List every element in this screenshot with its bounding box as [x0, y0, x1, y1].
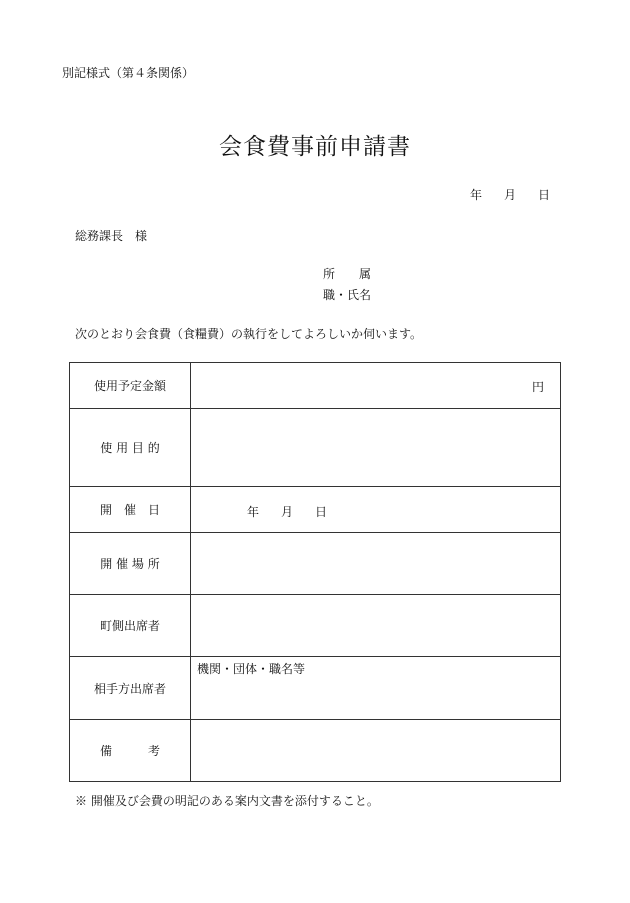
- event-date-units: 年 月 日: [247, 505, 328, 519]
- remarks-label: 備 考: [70, 720, 191, 782]
- form-reference: 別記様式（第４条関係）: [62, 66, 195, 80]
- date-month-label: 月: [504, 188, 517, 202]
- amount-label: 使用予定金額: [70, 363, 191, 409]
- application-table: [69, 362, 561, 782]
- remarks-field[interactable]: [191, 720, 561, 782]
- amount-field[interactable]: [191, 363, 561, 409]
- counterpart-attendees-field[interactable]: [191, 657, 561, 720]
- table-row: [70, 657, 561, 720]
- table-row: [70, 409, 561, 487]
- org-hint-text: 機関・団体・職名等: [197, 662, 306, 676]
- table-row: [70, 363, 561, 409]
- dept-label: 所 属: [323, 267, 372, 281]
- page-title: 会食費事前申請書: [219, 134, 411, 160]
- table-row: [70, 720, 561, 782]
- date-day-label: 日: [538, 188, 551, 202]
- footnote: ※ 開催及び会費の明記のある案内文書を添付すること。: [75, 794, 379, 808]
- event-date-field[interactable]: [191, 487, 561, 533]
- town-attendees-field[interactable]: [191, 595, 561, 657]
- name-label: 職・氏名: [323, 288, 372, 302]
- addressee: 総務課長 様: [75, 229, 148, 243]
- table-row: [70, 487, 561, 533]
- venue-field[interactable]: [191, 533, 561, 595]
- table-row: [70, 533, 561, 595]
- purpose-label: 使 用 目 的: [70, 409, 191, 487]
- town-attendees-label: 町側出席者: [70, 595, 191, 657]
- counterpart-attendees-label: 相手方出席者: [70, 657, 191, 720]
- yen-unit: 円: [531, 380, 544, 394]
- table-row: [70, 595, 561, 657]
- date-line: [470, 186, 550, 203]
- purpose-field[interactable]: [191, 409, 561, 487]
- venue-label: 開 催 場 所: [70, 533, 191, 595]
- date-year-label: 年: [470, 188, 483, 202]
- event-date-label: 開 催 日: [70, 487, 191, 533]
- intro-text: 次のとおり会食費（食糧費）の執行をしてよろしいか伺います。: [75, 327, 423, 341]
